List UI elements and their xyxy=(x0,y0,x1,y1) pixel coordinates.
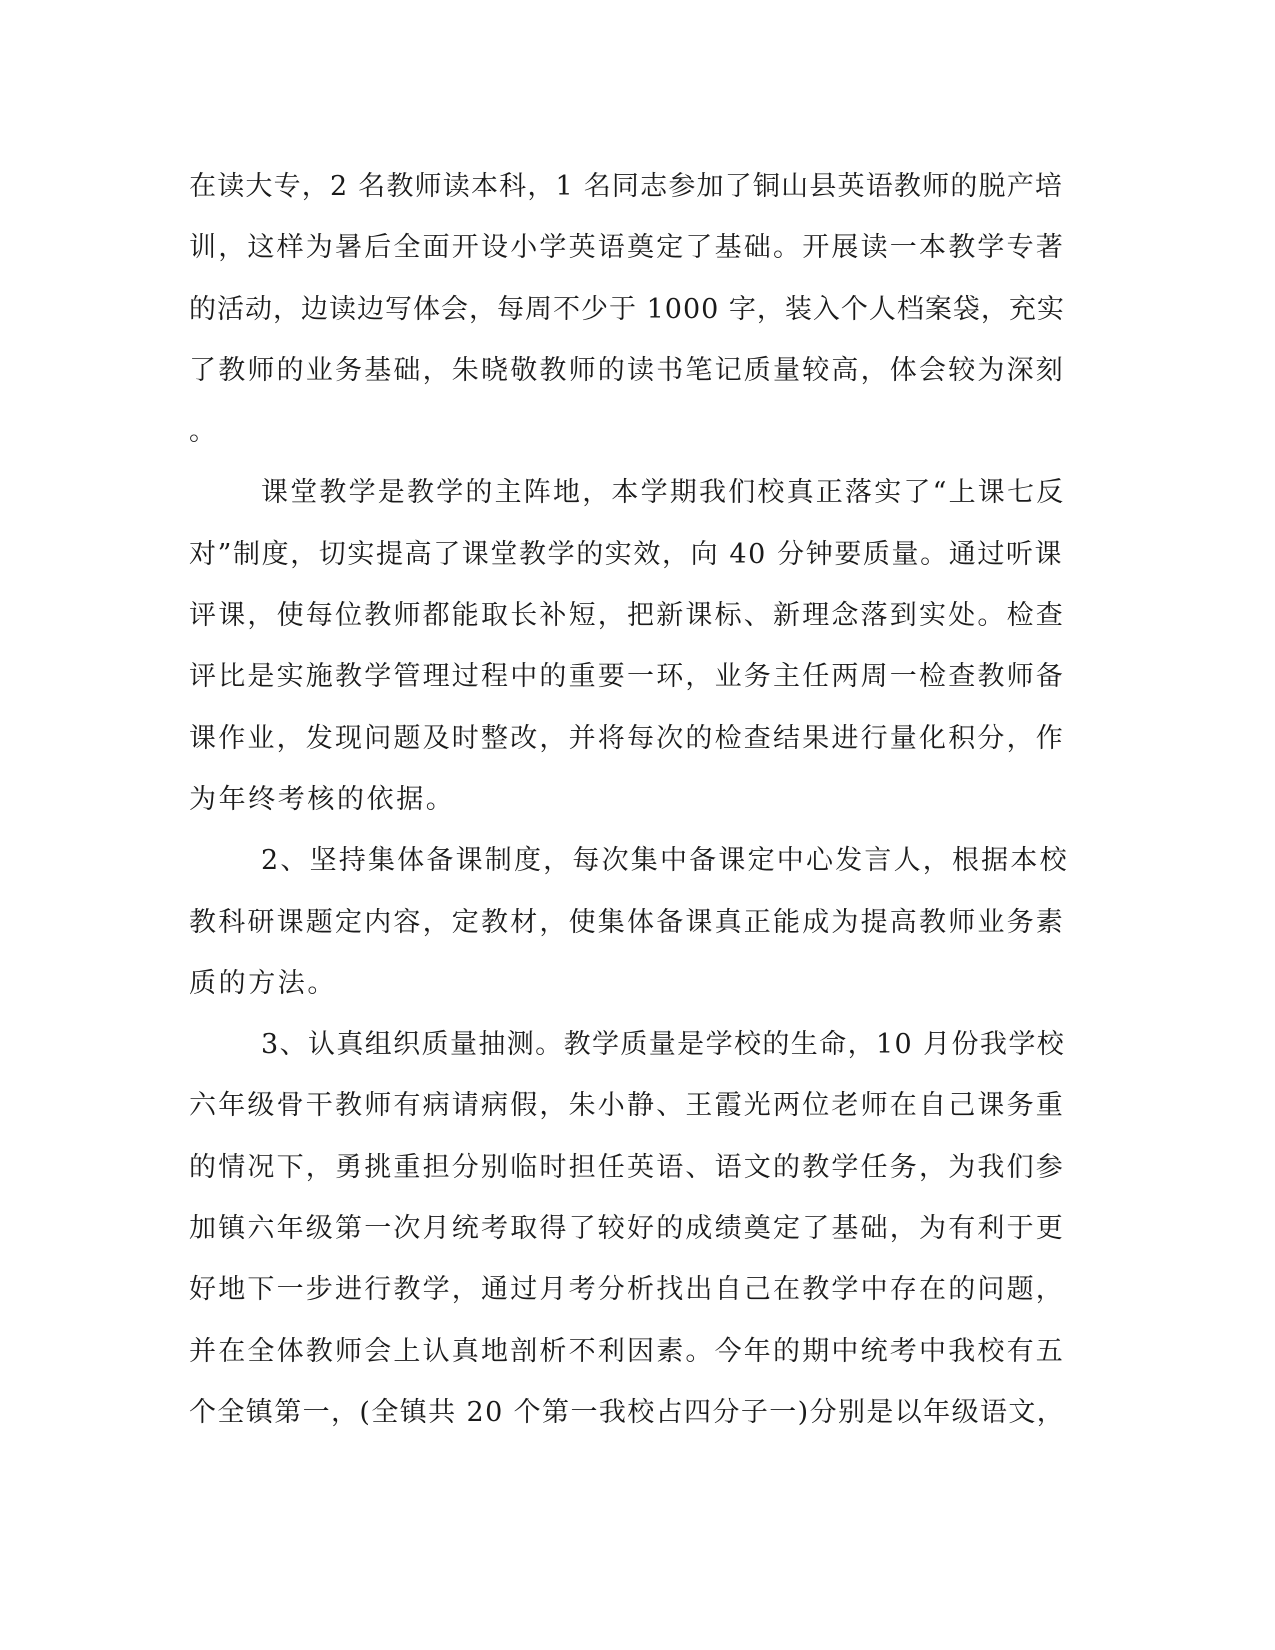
text-line: 。 xyxy=(189,416,219,448)
text-line: 3、认真组织质量抽测。教学质量是学校的生命，10 月份我学校 xyxy=(261,1029,1066,1061)
text-line: 好地下一步进行教学，通过月考分析找出自己在教学中存在的问题， xyxy=(189,1274,1065,1306)
text-line: 2、坚持集体备课制度，每次集中备课定中心发言人，根据本校 xyxy=(261,845,1069,877)
text-line: 质的方法。 xyxy=(189,967,337,999)
text-line: 的情况下，勇挑重担分别临时担任英语、语文的教学任务，为我们参 xyxy=(189,1151,1065,1183)
text-line: 课作业，发现问题及时整改，并将每次的检查结果进行量化积分，作 xyxy=(189,722,1065,754)
text-line: 评课，使每位教师都能取长补短，把新课标、新理念落到实处。检查 xyxy=(189,600,1065,632)
text-line: 为年终考核的依据。 xyxy=(189,783,456,815)
text-line: 并在全体教师会上认真地剖析不利因素。今年的期中统考中我校有五 xyxy=(189,1335,1065,1367)
text-line: 在读大专，2 名教师读本科，1 名同志参加了铜山县英语教师的脱产培 xyxy=(189,171,1064,202)
text-line: 对”制度，切实提高了课堂教学的实效，向 40 分钟要质量。通过听课 xyxy=(189,538,1064,570)
text-line: 课堂教学是教学的主阵地，本学期我们校真正落实了“上课七反 xyxy=(261,477,1066,509)
text-line: 训，这样为暑后全面开设小学英语奠定了基础。开展读一本教学专著 xyxy=(189,232,1065,264)
document-body xyxy=(189,156,1069,1443)
text-line: 六年级骨干教师有病请病假，朱小静、王霞光两位老师在自己课务重 xyxy=(189,1090,1065,1122)
text-line: 教科研课题定内容，定教材，使集体备课真正能成为提高教师业务素 xyxy=(189,906,1065,938)
text-line: 的活动，边读边写体会，每周不少于 1000 字，装入个人档案袋，充实 xyxy=(189,293,1065,325)
text-line: 了教师的业务基础，朱晓敬教师的读书笔记质量较高，体会较为深刻 xyxy=(189,354,1065,386)
text-line: 个全镇第一，(全镇共 20 个第一我校占四分子一)分别是以年级语文， xyxy=(189,1396,1066,1428)
text-line: 评比是实施教学管理过程中的重要一环，业务主任两周一检查教师备 xyxy=(189,661,1065,693)
text-line: 加镇六年级第一次月统考取得了较好的成绩奠定了基础，为有利于更 xyxy=(189,1213,1065,1245)
